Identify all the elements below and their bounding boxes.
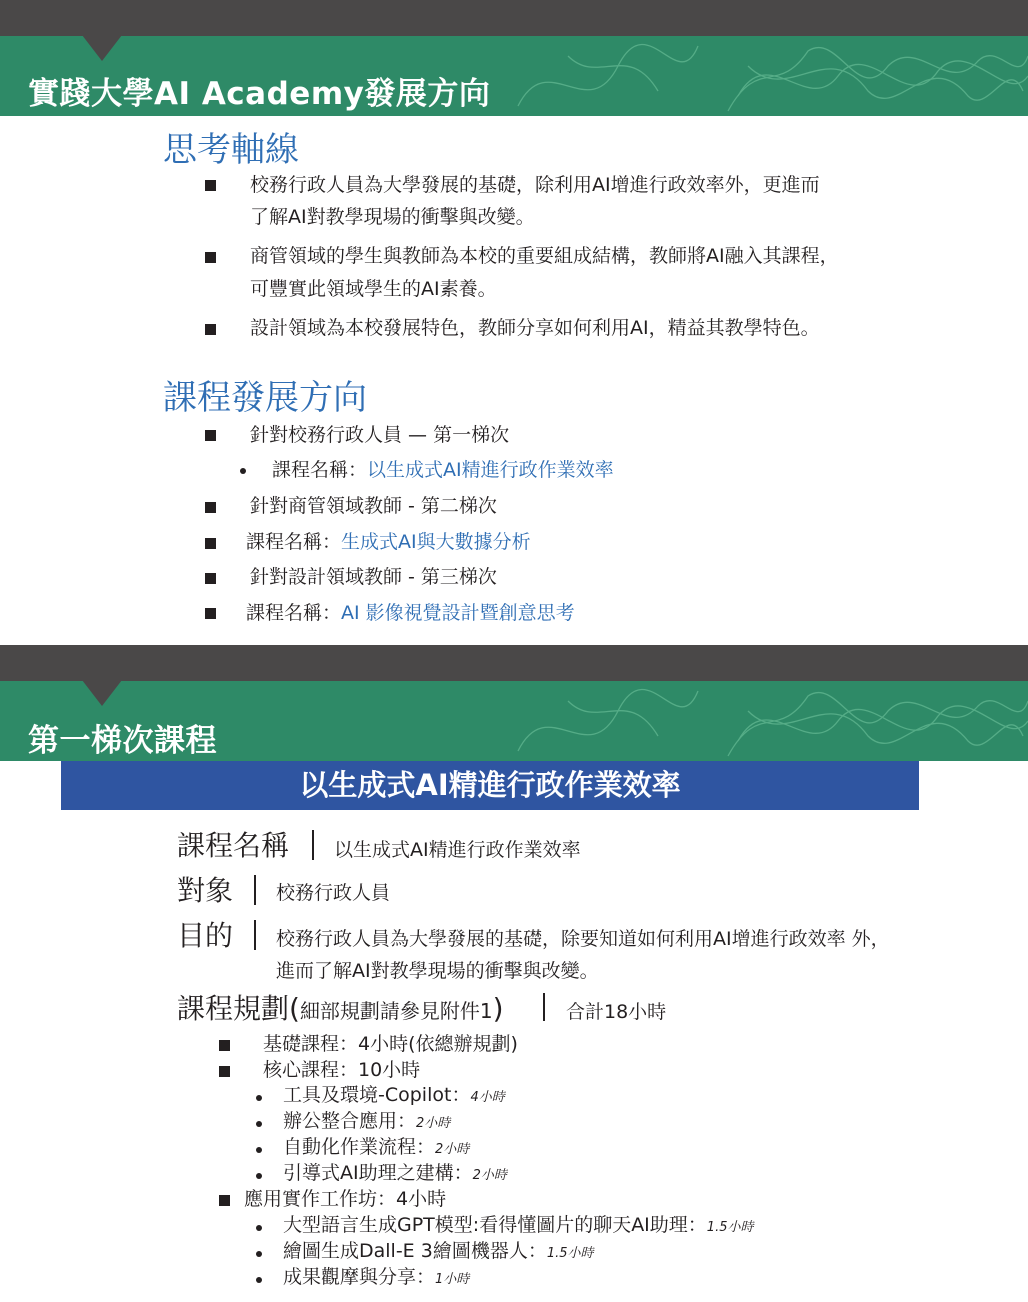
tier1-course-label: 課程名稱： [272,459,368,481]
round-bullet-icon [256,1173,262,1179]
square-bullet-icon [205,324,216,335]
core-item-1 [283,1086,505,1105]
tier2-course-name: 生成式AI與大數據分析 [341,531,531,553]
courses-heading: 課程發展方向 [163,378,367,418]
tier3-course-label: 課程名稱： [246,602,342,624]
square-bullet-icon [219,1195,230,1206]
divider [254,875,256,905]
target-value: 校務行政人員 [276,882,391,904]
square-bullet-icon [219,1066,230,1077]
plan-label-close: ) [492,992,504,1025]
square-bullet-icon [205,573,216,584]
workshop-item-3-name: 成果觀摩與分享： [283,1266,436,1288]
square-bullet-icon [205,430,216,441]
square-bullet-icon [205,180,216,191]
workshop: 應用實作工作坊：4小時 [244,1188,447,1210]
core-item-2-name: 辦公整合應用： [283,1110,417,1132]
tier3-label: 針對設計領域教師 - 第三梯次 [250,566,497,588]
workshop-item-1-name: 大型語言生成GPT模型:看得懂圖片的聊天AI助理： [283,1214,707,1236]
round-bullet-icon [256,1225,262,1231]
round-bullet-icon [256,1147,262,1153]
round-bullet-icon [256,1277,262,1283]
basic-course: 基礎課程：4小時(依總辦規劃) [263,1033,518,1055]
course-title-banner: 以生成式AI精進行政作業效率 [61,761,919,810]
core-item-2-hours: 2小時 [416,1116,451,1131]
purpose-label: 目的 [177,919,234,952]
divider [543,993,545,1021]
core-item-3-name: 自動化作業流程： [283,1136,436,1158]
thinking-bullet-3: 設計領域為本校發展特色，教師分享如何利用AI，精益其教學特色。 [250,317,820,339]
workshop-item-1 [283,1216,753,1235]
scribble-decoration [508,36,1028,116]
purpose-line1: 校務行政人員為大學發展的基礎，除要知道如何利用AI增進行政效率 外， [276,928,890,950]
square-bullet-icon [205,502,216,513]
plan-label [177,992,504,1025]
workshop-item-3-hours: 1小時 [435,1272,470,1287]
tier2-course [246,533,531,552]
course-name-label: 課程名稱 [177,829,290,862]
round-bullet-icon [256,1095,262,1101]
tier1-course-name: 以生成式AI精進行政作業效率 [367,459,614,481]
thinking-bullet-1-line2: 了解AI對教學現場的衝擊與改變。 [250,206,535,228]
thinking-heading: 思考軸線 [163,130,299,170]
plan-note: 細部規劃請參見附件1 [299,999,493,1023]
banner-notch [82,681,122,706]
banner-title-2: 第一梯次課程 [28,723,217,759]
course-name-value: 以生成式AI精進行政作業效率 [334,839,581,861]
purpose-line2: 進而了解AI對教學現場的衝擊與改變。 [276,960,599,982]
top-dark-bar [0,0,1028,36]
core-item-3-hours: 2小時 [435,1142,470,1157]
banner-notch [82,36,122,61]
core-item-1-name: 工具及環境-Copilot： [283,1084,471,1106]
scribble-decoration [508,681,1028,761]
core-course: 核心課程：10小時 [263,1059,421,1081]
plan-total: 合計18小時 [566,1001,667,1023]
banner-title-1: 實踐大學AI Academy發展方向 [28,76,491,112]
tier2-course-label: 課程名稱： [246,531,342,553]
divider [254,920,256,950]
workshop-item-2-name: 繪圖生成Dall-E 3繪圖機器人： [283,1240,547,1262]
square-bullet-icon [219,1040,230,1051]
workshop-item-1-hours: 1.5小時 [706,1220,754,1235]
divider [312,830,314,860]
section-banner-1 [0,36,1028,116]
target-label: 對象 [177,874,234,907]
core-item-3 [283,1138,469,1157]
square-bullet-icon [205,608,216,619]
section-banner-2 [0,681,1028,761]
tier1-label: 針對校務行政人員 — 第一梯次 [250,424,510,446]
plan-label-text: 課程規劃( [177,992,300,1025]
core-item-2 [283,1112,450,1131]
square-bullet-icon [205,252,216,263]
tier3-course [246,604,575,623]
thinking-bullet-2-line2: 可豐實此領域學生的AI素養。 [250,278,497,300]
square-bullet-icon [205,538,216,549]
core-item-4 [283,1164,507,1183]
core-item-4-hours: 2小時 [472,1168,507,1183]
tier3-course-name: AI 影像視覺設計暨創意思考 [341,602,575,624]
mid-dark-bar [0,645,1028,681]
thinking-bullet-2-line1: 商管領域的學生與教師為本校的重要組成結構，教師將AI融入其課程， [250,245,839,267]
workshop-item-2-hours: 1.5小時 [546,1246,594,1261]
workshop-item-3 [283,1268,469,1287]
core-item-1-hours: 4小時 [470,1090,505,1105]
tier2-label: 針對商管領域教師 - 第二梯次 [250,495,497,517]
round-bullet-icon [240,468,246,474]
workshop-item-2 [283,1242,594,1261]
thinking-bullet-1-line1: 校務行政人員為大學發展的基礎，除利用AI增進行政效率外，更進而 [250,174,820,196]
round-bullet-icon [256,1251,262,1257]
round-bullet-icon [256,1121,262,1127]
core-item-4-name: 引導式AI助理之建構： [283,1162,473,1184]
tier1-course [272,461,614,480]
